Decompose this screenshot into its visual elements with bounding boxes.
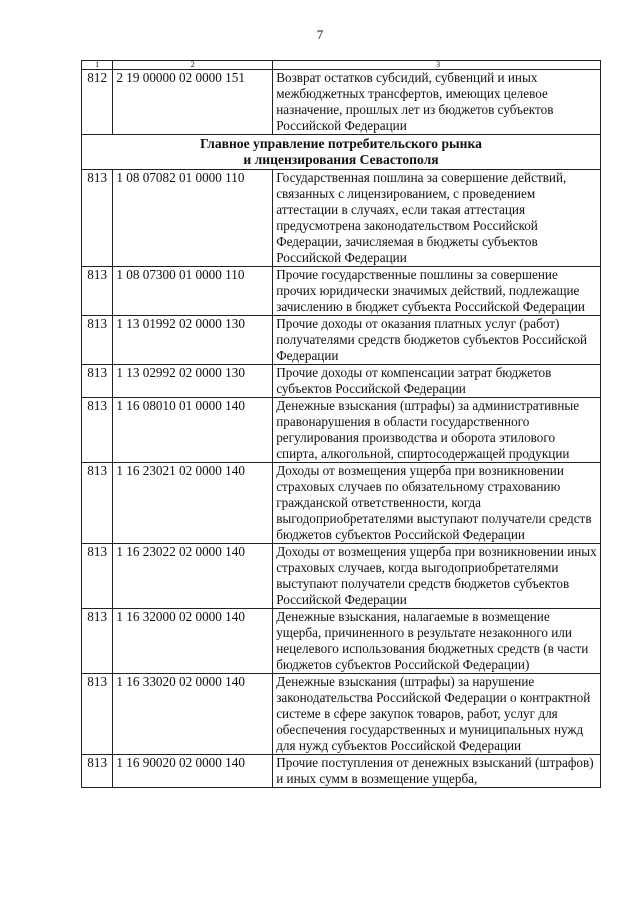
budget-code-cell: 1 16 32000 02 0000 140 <box>113 609 273 674</box>
admin-code-cell: 813 <box>82 755 113 788</box>
budget-code-cell: 1 16 08010 01 0000 140 <box>113 398 273 463</box>
description-cell: Доходы от возмещения ущерба при возникновении иных страховых случаев, когда выгодоприобретателями выступают получатели средств бюджетов субъектов Российской Федерации <box>273 544 601 609</box>
revenue-codes-table <box>81 60 601 788</box>
column-number-1: 1 <box>82 61 113 70</box>
admin-code-cell: 813 <box>82 463 113 544</box>
section-title-line-1: Главное управление потребительского рынка <box>200 136 482 151</box>
admin-code-cell: 813 <box>82 609 113 674</box>
column-number-3: 3 <box>273 61 601 70</box>
description-cell: Государственная пошлина за совершение действий, связанных с лицензированием, с проведением аттестации в случаях, если такая аттестация предусмотрена законодательством Российской Федерации, зачисляемая в бюджеты субъектов Российской Федерации <box>273 170 601 267</box>
description-cell: Прочие доходы от компенсации затрат бюджетов субъектов Российской Федерации <box>273 365 601 398</box>
admin-code-cell: 813 <box>82 170 113 267</box>
column-number-2: 2 <box>113 61 273 70</box>
table-row <box>82 674 601 755</box>
table-row <box>82 398 601 463</box>
admin-code-cell: 813 <box>82 544 113 609</box>
description-cell: Прочие государственные пошлины за совершение прочих юридически значимых действий, подлежащие зачислению в бюджет субъекта Российской Федерации <box>273 267 601 316</box>
description-cell: Прочие доходы от оказания платных услуг (работ) получателями средств бюджетов субъектов Российской Федерации <box>273 316 601 365</box>
admin-code-cell: 813 <box>82 316 113 365</box>
table-row <box>82 70 601 135</box>
description-cell: Прочие поступления от денежных взысканий (штрафов) и иных сумм в возмещение ущерба, <box>273 755 601 788</box>
budget-code-cell: 1 16 23022 02 0000 140 <box>113 544 273 609</box>
table-row <box>82 267 601 316</box>
table-row <box>82 365 601 398</box>
description-cell: Денежные взыскания, налагаемые в возмещение ущерба, причиненного в результате незаконного или нецелевого использования бюджетных средств (в части бюджетов субъектов Российской Федерации) <box>273 609 601 674</box>
admin-code-cell: 812 <box>82 70 113 135</box>
budget-code-cell: 1 08 07300 01 0000 110 <box>113 267 273 316</box>
budget-code-cell: 1 16 33020 02 0000 140 <box>113 674 273 755</box>
admin-code-cell: 813 <box>82 365 113 398</box>
budget-code-cell: 1 13 02992 02 0000 130 <box>113 365 273 398</box>
budget-code-cell: 1 08 07082 01 0000 110 <box>113 170 273 267</box>
budget-code-cell: 1 16 90020 02 0000 140 <box>113 755 273 788</box>
section-header-row <box>82 135 601 170</box>
admin-code-cell: 813 <box>82 267 113 316</box>
budget-code-cell: 2 19 00000 02 0000 151 <box>113 70 273 135</box>
table-row <box>82 170 601 267</box>
description-cell: Доходы от возмещения ущерба при возникновении страховых случаев по обязательному страхованию гражданской ответственности, когда выгодоприобретателями выступают получатели средств бюджетов субъектов Российской Федерации <box>273 463 601 544</box>
table-row <box>82 463 601 544</box>
budget-code-cell: 1 13 01992 02 0000 130 <box>113 316 273 365</box>
table-row <box>82 316 601 365</box>
budget-code-cell: 1 16 23021 02 0000 140 <box>113 463 273 544</box>
table-row <box>82 544 601 609</box>
page-number: 7 <box>316 27 324 42</box>
section-header <box>82 135 601 170</box>
column-number-row <box>82 61 601 70</box>
admin-code-cell: 813 <box>82 674 113 755</box>
table-row <box>82 609 601 674</box>
section-title-line-2: и лицензирования Севастополя <box>243 152 439 167</box>
table-row <box>82 755 601 788</box>
description-cell: Денежные взыскания (штрафы) за нарушение законодательства Российской Федерации о контрактной системе в сфере закупок товаров, работ, услуг для обеспечения государственных и муниципальных нужд для нужд субъектов Российской Федерации <box>273 674 601 755</box>
description-cell: Возврат остатков субсидий, субвенций и иных межбюджетных трансфертов, имеющих целевое назначение, прошлых лет из бюджетов субъектов Российской Федерации <box>273 70 601 135</box>
admin-code-cell: 813 <box>82 398 113 463</box>
description-cell: Денежные взыскания (штрафы) за административные правонарушения в области государственного регулирования производства и оборота этилового спирта, алкогольной, спиртосодержащей продукции <box>273 398 601 463</box>
